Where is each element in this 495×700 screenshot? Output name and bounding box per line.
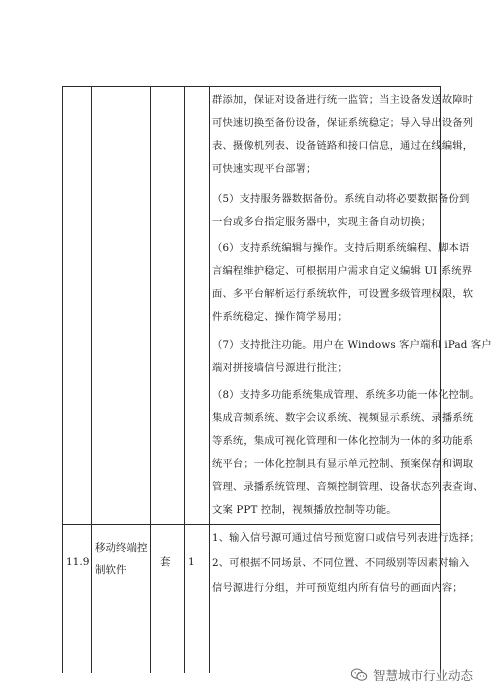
spec-line: 可快速切换至备份设备，保证系统稳定；导入导出设备列 <box>212 117 474 129</box>
watermark-text: 智慧城市行业动态 <box>372 668 473 683</box>
spec-line: 群添加，保证对设备进行统一监管；当主设备发送故障时 <box>212 94 474 106</box>
table-border-top <box>62 86 441 87</box>
column-divider-2 <box>150 86 151 673</box>
spec-line: 2、可根据不同场景、不同位置、不同级别等因素对输入 <box>212 557 470 569</box>
spec-line: 言编程维护稳定、可根据用户需求自定义编辑 UI 系统界 <box>212 265 473 277</box>
spec-line: 管理、录播系统管理、音频控制管理、设备状态列表查询、 <box>212 481 484 493</box>
row-quantity: 1 <box>188 556 195 568</box>
row-item-name-line2: 制软件 <box>95 564 127 576</box>
spec-line: 面、多平台解析运行系统软件，可设置多级管理权限，软 <box>212 288 474 300</box>
column-divider-3 <box>184 86 185 673</box>
spec-line: 可快速实现平台部署； <box>212 163 317 175</box>
wechat-icon <box>350 668 368 682</box>
spec-line: 统平台；一体化控制具有显示单元控制、预案保存和调取 <box>212 458 474 470</box>
spec-line: （7）支持批注功能。用户在 Windows 客户端和 iPad 客户 <box>212 339 492 351</box>
row-item-name-line1: 移动终端控 <box>95 542 148 554</box>
spec-line: （8）支持多功能系统集成管理、系统多功能一体化控制。 <box>212 389 480 401</box>
spec-line: 等系统，集成可视化管理和一体化控制为一体的多功能系 <box>212 435 474 447</box>
spec-line: 端对拼接墙信号源进行批注； <box>212 362 348 374</box>
column-divider-4 <box>209 86 210 673</box>
spec-line: 1、输入信号源可通过信号预览窗口或信号列表进行选择； <box>212 532 480 544</box>
spec-line: 件系统稳定、操作简学易用； <box>212 311 348 323</box>
spec-line: 信号源进行分组，并可预览组内所有信号的画面内容； <box>212 582 463 594</box>
spec-line: 集成音频系统、数字会议系统、视频显示系统、录播系统 <box>212 412 474 424</box>
table-border-left <box>62 86 63 673</box>
spec-line: 表、摄像机列表、设备链路和接口信息，通过在线编辑， <box>212 140 474 152</box>
row-divider <box>62 524 441 525</box>
row-unit: 套 <box>160 556 171 568</box>
spec-line: （6）支持系统编辑与操作。支持后期系统编程、脚本语 <box>212 242 470 254</box>
watermark <box>350 666 473 684</box>
spec-line: 文案 PPT 控制，视频播放控制等功能。 <box>212 504 397 516</box>
spec-line: （5）支持服务器数据备份。系统自动将必要数据备份到 <box>212 193 470 205</box>
row-number: 11.9 <box>66 556 90 568</box>
spec-line: 一台或多台指定服务器中，实现主备自动切换； <box>212 216 432 228</box>
column-divider-1 <box>91 86 92 673</box>
